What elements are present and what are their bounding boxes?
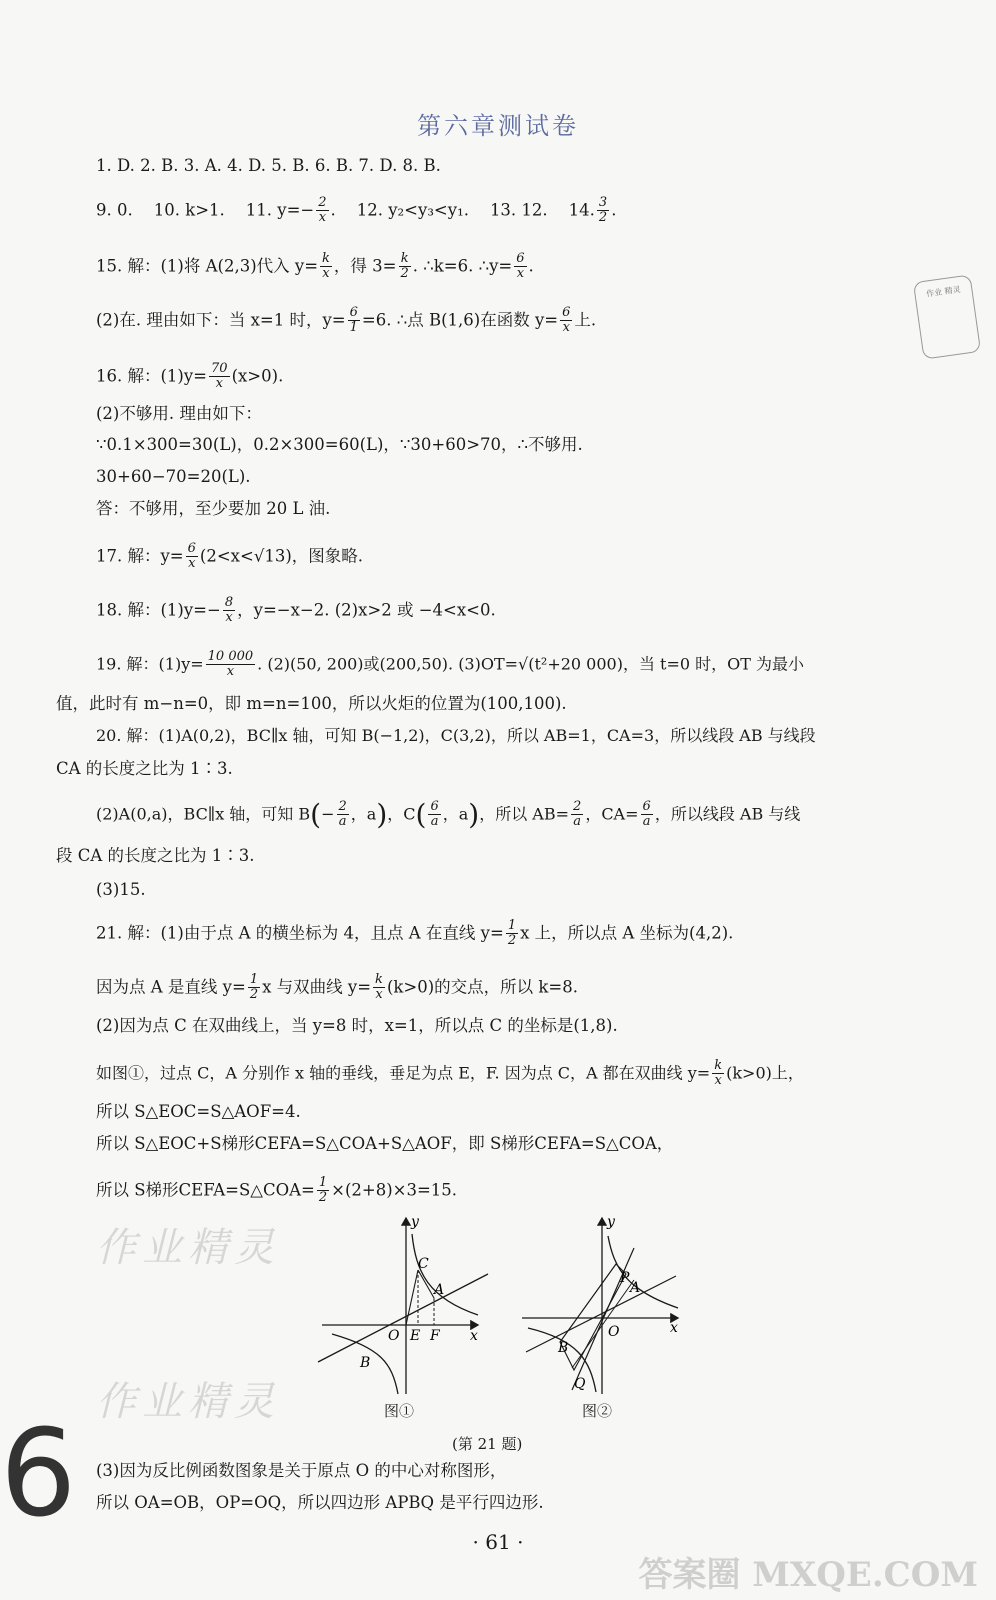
watermark-2: 作业精灵 [96, 1379, 280, 1425]
q19-line2: 值，此时有 m−n=0，即 m=n=100，所以火炬的位置为(100,100). [56, 694, 567, 713]
segment-ca [418, 1270, 434, 1298]
watermark-1: 作业精灵 [96, 1225, 280, 1271]
fraction: $\frac{1}{2}$ [318, 1175, 328, 1206]
label-b: B [558, 1340, 569, 1356]
q20-line2: CA 的长度之比为 1∶3. [56, 759, 233, 778]
q21-line4: 如图①，过点 C，A 分别作 x 轴的垂线，垂足为点 E，F. 因为点 C，A 都在双曲线 y= $\frac{k}{x}$ (k>0)上， [96, 1058, 804, 1089]
q16-part1: 16. 解：(1)y= $\frac{70}{x}$ (x>0). [96, 361, 284, 392]
q20-line3: (2)A(0,a)，BC∥x 轴，可知 B(− $\frac{2}{a}$ ，a)，C( $\frac{6}{a}$ ，a)，所以 AB= $\frac{2}{a}$ ，CA= $\frac{6}{a}$ ，所以线段 AB 与线 [96, 797, 801, 831]
q21-line5: 所以 S△EOC=S△AOF=4. [96, 1102, 301, 1121]
figure-1-graph [310, 1212, 500, 1397]
fraction: $\frac{2}{x}$ [318, 195, 327, 226]
fraction: $\frac{3}{2}$ [598, 195, 608, 226]
q20-line1: 20. 解：(1)A(0,2)，BC∥x 轴，可知 B(−1,2)，C(3,2)，所以 AB=1，CA=3，所以线段 AB 与线段 [96, 726, 816, 745]
page-number: · 61 · [472, 1530, 524, 1554]
fraction: $\frac{2}{a}$ [338, 799, 347, 830]
line-ab [526, 1276, 676, 1352]
q16-answer: 答：不够用，至少要加 20 L 油. [96, 499, 331, 518]
line-ab [318, 1274, 488, 1362]
label-o: O [388, 1328, 400, 1344]
label-q: Q [574, 1376, 586, 1392]
q17: 17. 解：y= $\frac{6}{x}$ (2<x<√13)，图象略. [96, 541, 364, 572]
fraction: $\frac{8}{x}$ [224, 595, 234, 626]
label-x: x [670, 1320, 678, 1336]
label-f: F [430, 1328, 440, 1344]
q20-line4: 段 CA 的长度之比为 1∶3. [56, 846, 255, 865]
label-a: A [434, 1282, 445, 1298]
fraction: $\frac{k}{x}$ [375, 972, 383, 1003]
fraction: $\frac{6}{1}$ [349, 305, 358, 336]
q16-sum: 30+60−70=20(L). [96, 467, 251, 486]
figure-2-graph [516, 1212, 696, 1397]
fraction: $\frac{6}{x}$ [187, 541, 196, 572]
answers-1-8: 1. D. 2. B. 3. A. 4. D. 5. B. 6. B. 7. D. 8. B. [96, 156, 441, 175]
hyperbola-branch-q1 [608, 1236, 678, 1308]
q21-line1: 21. 解：(1)由于点 A 的横坐标为 4，且点 A 在直线 y= $\frac{1}{2}$ x 上，所以点 A 坐标为(4,2). [96, 918, 734, 949]
figure-1-label: 图① [384, 1402, 415, 1420]
q21-line8: (3)因为反比例函数图象是关于原点 O 的中心对称图形， [96, 1461, 507, 1480]
fraction: $\frac{k}{2}$ [400, 251, 409, 282]
fraction: $\frac{1}{2}$ [249, 972, 259, 1003]
fraction: $\frac{k}{x}$ [322, 251, 330, 282]
label-e: E [410, 1328, 421, 1344]
label-b: B [360, 1355, 371, 1371]
stamp: 作业 精灵 [913, 274, 981, 359]
q19-line1: 19. 解：(1)y= $\frac{10 000}{x}$ . (2)(50, 200)或(200,50). (3)OT=√(t²+20 000)，当 t=0 时，OT 为最小 [96, 649, 805, 680]
label-y: y [411, 1214, 419, 1230]
q21-line2: 因为点 A 是直线 y= $\frac{1}{2}$ x 与双曲线 y= $\frac{k}{x}$ (k>0)的交点，所以 k=8. [96, 972, 578, 1003]
label-x: x [470, 1328, 478, 1344]
page-title: 第六章测试卷 [417, 112, 579, 140]
fraction: $\frac{10 000}{x}$ [207, 649, 254, 680]
parallelogram-apbq [560, 1264, 626, 1370]
q15-part2: (2)在. 理由如下：当 x=1 时，y= $\frac{6}{1}$ =6. ∴点 B(1,6)在函数 y= $\frac{6}{x}$ 上. [96, 305, 597, 336]
label-y: y [607, 1214, 615, 1230]
q20-part3: (3)15. [96, 880, 146, 899]
fraction: $\frac{2}{a}$ [573, 799, 582, 830]
segment-oc [406, 1270, 418, 1325]
fraction: $\frac{6}{x}$ [516, 251, 525, 282]
fraction: $\frac{6}{a}$ [642, 799, 651, 830]
answers-9-14: 9. 0. 10. k>1. 11. y=− $\frac{2}{x}$ . 12. y₂<y₃<y₁. 13. 12. 14. $\frac{3}{2}$ . [96, 195, 617, 226]
fraction: $\frac{6}{a}$ [430, 799, 439, 830]
figure-caption: (第 21 题) [452, 1435, 523, 1453]
q21-line6: 所以 S△EOC+S梯形CEFA=S△COA+S△AOF，即 S梯形CEFA=S△COA， [96, 1134, 674, 1153]
fraction: $\frac{6}{x}$ [562, 305, 571, 336]
q21-line3: (2)因为点 C 在双曲线上，当 y=8 时，x=1，所以点 C 的坐标是(1,8). [96, 1016, 618, 1035]
hyperbola-branch-q3 [528, 1328, 596, 1392]
fraction: $\frac{1}{2}$ [507, 918, 517, 949]
q15-part1: 15. 解：(1)将 A(2,3)代入 y= $\frac{k}{x}$ ，得 3= $\frac{k}{2}$ . ∴k=6. ∴y= $\frac{6}{x}$ . [96, 251, 534, 282]
hyperbola-branch-q1 [412, 1234, 478, 1315]
q16-calc: ∵0.1×300=30(L)，0.2×300=60(L)，∵30+60>70，∴不够用. [96, 435, 583, 454]
label-a: A [630, 1280, 641, 1296]
q18: 18. 解：(1)y=− $\frac{8}{x}$ ，y=−x−2. (2)x>2 或 −4<x<0. [96, 595, 496, 626]
label-o: O [608, 1324, 620, 1340]
label-p: P [620, 1270, 630, 1286]
q21-line9: 所以 OA=OB，OP=OQ，所以四边形 APBQ 是平行四边形. [96, 1493, 544, 1512]
q16-part2: (2)不够用. 理由如下： [96, 404, 262, 423]
label-c: C [418, 1256, 429, 1272]
edge-digit: 6 [0, 1405, 77, 1544]
figure-2-label: 图② [582, 1402, 613, 1420]
fraction: $\frac{k}{x}$ [714, 1058, 723, 1089]
fraction: $\frac{70}{x}$ [211, 361, 228, 392]
q21-line7: 所以 S梯形CEFA=S△COA= $\frac{1}{2}$ ×(2+8)×3=15. [96, 1175, 458, 1206]
corner-logo: 答案圈 MXQE.COM [638, 1555, 978, 1595]
